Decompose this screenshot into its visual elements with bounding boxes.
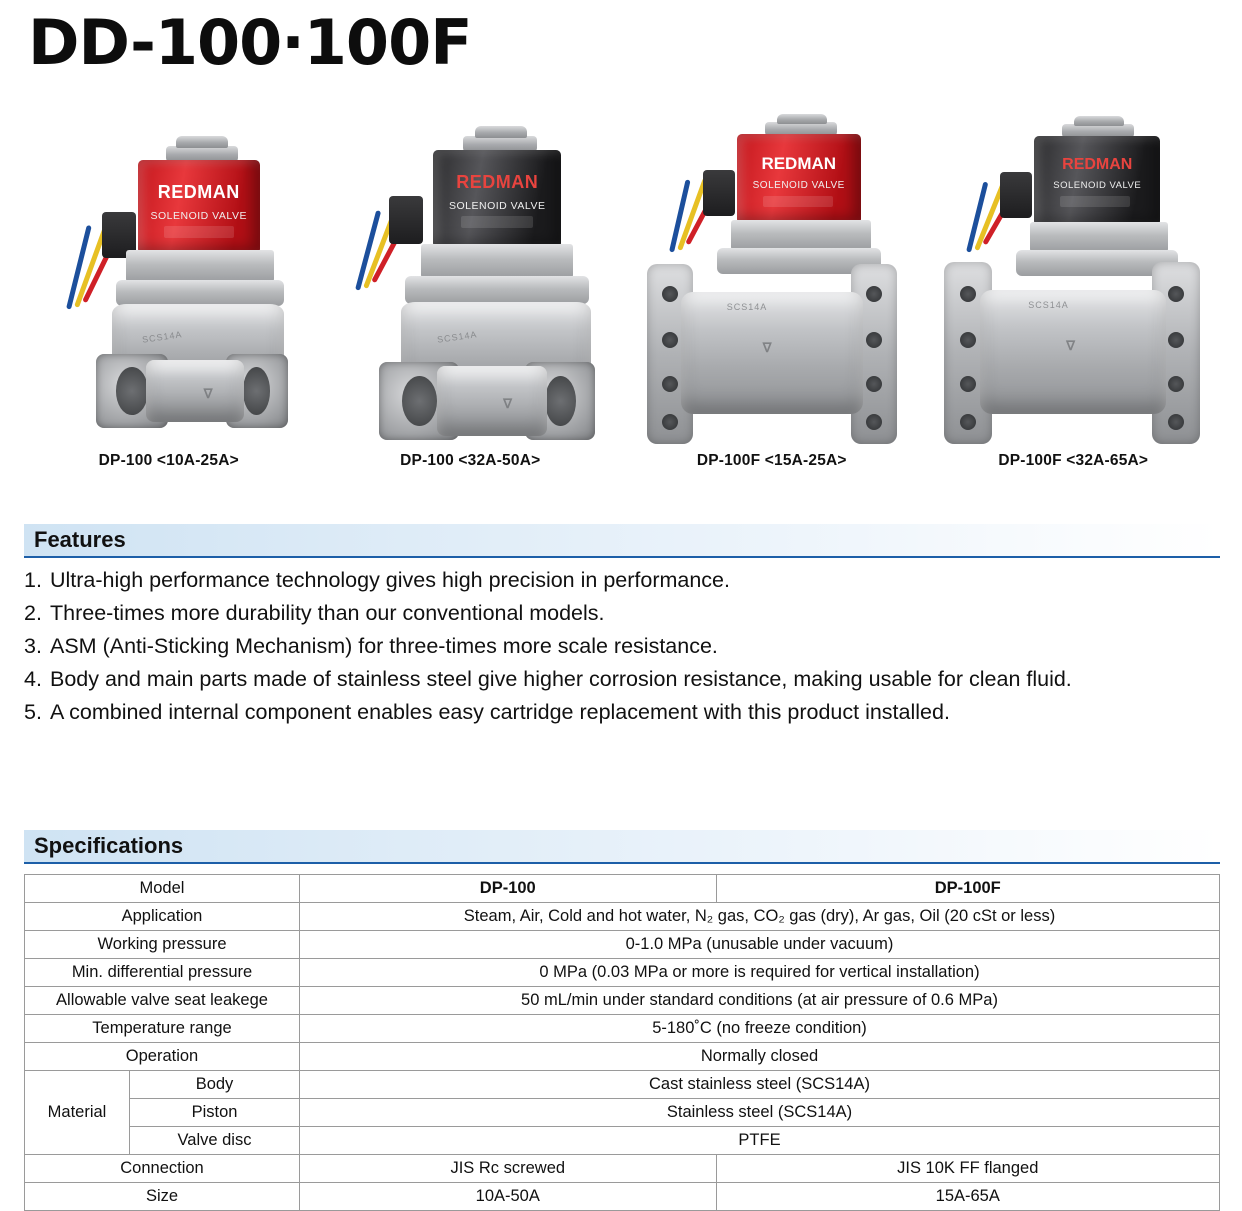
product-item [923,112,1223,470]
solenoid-coil [1034,136,1160,224]
spec-value-valve-seat-leakage: 50 mL/min under standard conditions (at air pressure of 0.6 MPa) [300,987,1220,1015]
flow-direction-icon: ∇ [1066,338,1075,353]
coil-sub-label: SOLENOID VALVE [1053,180,1142,191]
spec-label-piston: Piston [130,1099,300,1127]
coil-sub-label: SOLENOID VALVE [150,210,247,222]
spec-label-operation: Operation [25,1043,300,1071]
spec-value-temperature-range: 5-180˚C (no freeze condition) [300,1015,1220,1043]
product-gallery [18,100,1224,470]
solenoid-coil [433,150,561,246]
coil-top-nut [475,126,527,138]
feature-number: 1. [24,568,42,592]
spec-label-min-differential-pressure: Min. differential pressure [25,959,300,987]
table-row [25,1127,1220,1155]
spec-label-working-pressure: Working pressure [25,931,300,959]
product-image-dp100-32a50a [320,112,620,442]
page-title: DD-100·100F [28,6,472,79]
feature-item [24,631,1224,662]
valve-body-lower [146,360,244,422]
table-row [25,1071,1220,1099]
valve-bonnet-flange [116,280,284,306]
product-image-dp100f-15a25a [622,112,922,442]
feature-item [24,664,1224,695]
flow-direction-icon: ∇ [762,340,772,355]
body-etch-material: SCS14A [726,302,768,312]
coil-sub-label: SOLENOID VALVE [449,200,546,212]
conduit-box [389,196,423,244]
spec-label-valve-disc: Valve disc [130,1127,300,1155]
coil-top-nut [777,114,827,124]
solenoid-coil [138,160,260,252]
table-row [25,959,1220,987]
feature-text: ASM (Anti-Sticking Mechanism) for three-times more scale resistance. [50,634,718,658]
feature-number: 2. [24,601,42,625]
product-caption: DP-100 <10A-25A> [98,452,239,469]
spec-value-size-a: 10A-50A [300,1183,717,1211]
valve-body [980,290,1166,414]
body-etch-material: SCS14A [436,329,479,345]
feature-item [24,697,1224,728]
spec-label-size: Size [25,1183,300,1211]
solenoid-coil [737,134,861,222]
specifications-heading [24,830,1220,864]
feature-text: Body and main parts made of stainless steel give higher corrosion resistance, making usable for clean fluid. [50,667,1072,691]
spec-value-application: Steam, Air, Cold and hot water, N₂ gas, CO₂ gas (dry), Ar gas, Oil (20 cSt or less) [300,903,1220,931]
feature-text: A combined internal component enables easy cartridge replacement with this product installed. [50,700,950,724]
coil-brand-label: REDMAN [157,182,240,202]
product-item [19,112,319,470]
features-list [24,565,1224,730]
product-item [320,112,620,470]
spec-value-body: Cast stainless steel (SCS14A) [300,1071,1220,1099]
product-caption: DP-100F <15A-25A> [696,452,847,469]
spec-value-working-pressure: 0-1.0 MPa (unusable under vacuum) [300,931,1220,959]
product-image-dp100f-32a65a [923,112,1223,442]
table-row [25,987,1220,1015]
product-caption: DP-100 <32A-50A> [400,452,541,469]
table-row [25,1155,1220,1183]
product-image-dp100-10a25a [19,112,319,442]
spec-label-connection: Connection [25,1155,300,1183]
spec-label-valve-seat-leakage: Allowable valve seat leakege [25,987,300,1015]
flow-direction-icon: ∇ [503,396,512,411]
valve-body [681,292,863,414]
specifications-table [24,874,1220,1211]
product-caption: DP-100F <32A-65A> [998,452,1149,469]
table-row [25,903,1220,931]
spec-value-valve-disc: PTFE [300,1127,1220,1155]
spec-value-connection-b: JIS 10K FF flanged [716,1155,1219,1183]
table-row [25,1043,1220,1071]
flow-direction-icon: ∇ [203,386,213,401]
valve-bonnet-flange [405,276,589,304]
features-heading-label: Features [34,527,126,552]
spec-label-model: Model [25,875,300,903]
table-row [25,1099,1220,1127]
spec-value-piston: Stainless steel (SCS14A) [300,1099,1220,1127]
specifications-heading-label: Specifications [34,833,184,858]
spec-label-body: Body [130,1071,300,1099]
coil-sub-label: SOLENOID VALVE [752,180,845,191]
valve-body-lower [437,366,547,436]
conduit-box [1000,172,1032,218]
spec-value-model-a: DP-100 [300,875,717,903]
spec-label-material: Material [25,1071,130,1155]
body-etch-material: SCS14A [1028,300,1069,310]
table-row [25,875,1220,903]
specifications-table-wrap [24,874,1220,1211]
spec-value-connection-a: JIS Rc screwed [300,1155,717,1183]
feature-number: 3. [24,634,42,658]
spec-value-min-differential-pressure: 0 MPa (0.03 MPa or more is required for vertical installation) [300,959,1220,987]
spec-value-operation: Normally closed [300,1043,1220,1071]
spec-label-application: Application [25,903,300,931]
features-heading [24,524,1220,558]
feature-item [24,565,1224,596]
spec-label-temperature-range: Temperature range [25,1015,300,1043]
coil-brand-label: REDMAN [1062,156,1133,173]
valve-bonnet [1030,222,1168,252]
coil-brand-label: REDMAN [456,172,539,192]
feature-item [24,598,1224,629]
valve-bonnet [126,250,274,282]
feature-text: Three-times more durability than our conventional models. [50,601,605,625]
feature-number: 4. [24,667,42,691]
product-item [622,112,922,470]
coil-brand-label: REDMAN [761,154,837,173]
valve-bonnet [731,220,871,250]
spec-value-size-b: 15A-65A [716,1183,1219,1211]
coil-top-nut [176,136,228,148]
conduit-box [703,170,735,216]
coil-top-nut [1074,116,1124,126]
body-etch-material: SCS14A [141,329,183,345]
spec-value-model-b: DP-100F [716,875,1219,903]
table-row [25,1015,1220,1043]
valve-bonnet [421,244,573,278]
table-row [25,931,1220,959]
feature-number: 5. [24,700,42,724]
table-row [25,1183,1220,1211]
feature-text: Ultra-high performance technology gives high precision in performance. [50,568,730,592]
